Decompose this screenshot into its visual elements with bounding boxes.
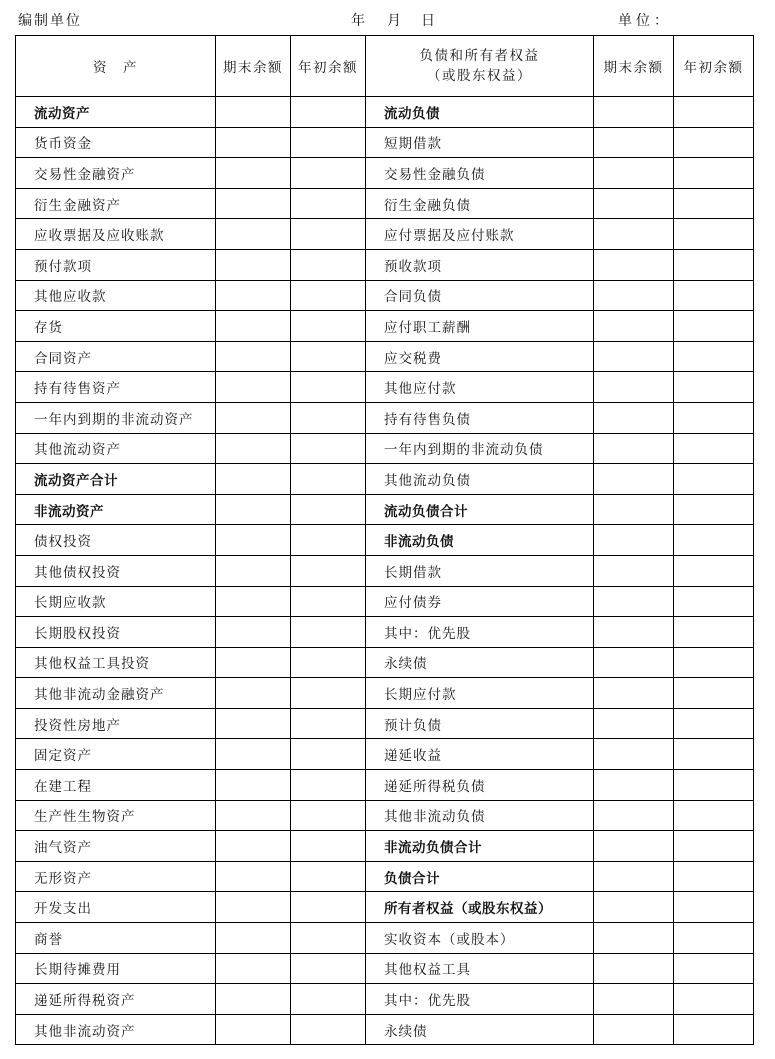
- asset-year-begin-cell[interactable]: [291, 861, 366, 892]
- liability-year-begin-cell[interactable]: [674, 127, 754, 158]
- liability-year-begin-cell[interactable]: [674, 188, 754, 219]
- asset-item-label: 货币资金: [16, 127, 216, 158]
- asset-period-end-cell[interactable]: [216, 433, 291, 464]
- asset-period-end-cell[interactable]: [216, 923, 291, 954]
- liability-year-begin-cell[interactable]: [674, 800, 754, 831]
- table-body: [16, 97, 754, 1045]
- liability-year-begin-cell[interactable]: [674, 984, 754, 1015]
- balance-sheet-table: [15, 35, 754, 1045]
- asset-item-label: 油气资产: [16, 831, 216, 862]
- liability-year-begin-cell[interactable]: [674, 617, 754, 648]
- liability-period-end-cell[interactable]: [594, 433, 674, 464]
- asset-item-label: 长期股权投资: [16, 617, 216, 648]
- asset-item-label: 在建工程: [16, 770, 216, 801]
- asset-year-begin-cell[interactable]: [291, 739, 366, 770]
- asset-period-end-cell[interactable]: [216, 188, 291, 219]
- table-row: [16, 800, 754, 831]
- liability-period-end-cell[interactable]: [594, 249, 674, 280]
- liability-period-end-cell[interactable]: [594, 402, 674, 433]
- asset-period-end-cell[interactable]: [216, 127, 291, 158]
- asset-period-end-cell[interactable]: [216, 953, 291, 984]
- liability-item-label: 递延所得税负债: [366, 770, 594, 801]
- asset-year-begin-cell[interactable]: [291, 158, 366, 189]
- liability-item-label: 其中：优先股: [366, 617, 594, 648]
- liability-period-end-cell[interactable]: [594, 341, 674, 372]
- col-header-year-begin-2: 年初余额: [674, 36, 754, 97]
- liability-period-end-cell[interactable]: [594, 372, 674, 403]
- col-header-period-end-2: 期末余额: [594, 36, 674, 97]
- liability-period-end-cell[interactable]: [594, 678, 674, 709]
- table-row: [16, 861, 754, 892]
- asset-item-label: 持有待售资产: [16, 372, 216, 403]
- table-row: [16, 188, 754, 219]
- unit-label: 单位：: [618, 13, 672, 29]
- liability-year-begin-cell[interactable]: [674, 647, 754, 678]
- liability-period-end-cell[interactable]: [594, 586, 674, 617]
- table-row: [16, 892, 754, 923]
- liability-year-begin-cell[interactable]: [674, 249, 754, 280]
- table-row: [16, 464, 754, 495]
- table-row: [16, 97, 754, 128]
- asset-item-label: 衍生金融资产: [16, 188, 216, 219]
- year-label: 年: [351, 13, 366, 29]
- liability-year-begin-cell[interactable]: [674, 158, 754, 189]
- asset-item-label: 流动资产合计: [16, 464, 216, 495]
- table-row: [16, 739, 754, 770]
- liability-year-begin-cell[interactable]: [674, 892, 754, 923]
- liability-item-label: 其中：优先股: [366, 984, 594, 1015]
- liability-item-label: 非流动负债: [366, 525, 594, 556]
- liability-item-label: 短期借款: [366, 127, 594, 158]
- table-row: [16, 586, 754, 617]
- liability-year-begin-cell[interactable]: [674, 402, 754, 433]
- liability-period-end-cell[interactable]: [594, 831, 674, 862]
- table-row: [16, 311, 754, 342]
- table-row: [16, 341, 754, 372]
- asset-year-begin-cell[interactable]: [291, 341, 366, 372]
- asset-item-label: 其他应收款: [16, 280, 216, 311]
- liability-year-begin-cell[interactable]: [674, 494, 754, 525]
- asset-period-end-cell[interactable]: [216, 97, 291, 128]
- liability-item-label: 其他应付款: [366, 372, 594, 403]
- asset-year-begin-cell[interactable]: [291, 402, 366, 433]
- liability-item-label: 负债合计: [366, 861, 594, 892]
- col-header-liabilities-equity: [366, 36, 594, 97]
- table-row: [16, 647, 754, 678]
- asset-year-begin-cell[interactable]: [291, 280, 366, 311]
- asset-period-end-cell[interactable]: [216, 1014, 291, 1045]
- table-row: [16, 770, 754, 801]
- liability-item-label: 应交税费: [366, 341, 594, 372]
- asset-item-label: 生产性生物资产: [16, 800, 216, 831]
- liability-item-label: 合同负债: [366, 280, 594, 311]
- liability-period-end-cell[interactable]: [594, 494, 674, 525]
- liability-year-begin-cell[interactable]: [674, 831, 754, 862]
- liability-year-begin-cell[interactable]: [674, 280, 754, 311]
- liability-period-end-cell[interactable]: [594, 1014, 674, 1045]
- asset-item-label: 开发支出: [16, 892, 216, 923]
- liability-year-begin-cell[interactable]: [674, 341, 754, 372]
- asset-item-label: 商誉: [16, 923, 216, 954]
- asset-item-label: 存货: [16, 311, 216, 342]
- liability-year-begin-cell[interactable]: [674, 739, 754, 770]
- table-row: [16, 158, 754, 189]
- liability-item-label: 预计负债: [366, 708, 594, 739]
- liability-period-end-cell[interactable]: [594, 188, 674, 219]
- table-row: [16, 249, 754, 280]
- liability-item-label: 其他权益工具: [366, 953, 594, 984]
- asset-period-end-cell[interactable]: [216, 158, 291, 189]
- table-row: [16, 555, 754, 586]
- liability-year-begin-cell[interactable]: [674, 219, 754, 250]
- liability-period-end-cell[interactable]: [594, 739, 674, 770]
- table-row: [16, 219, 754, 250]
- asset-period-end-cell[interactable]: [216, 984, 291, 1015]
- asset-item-label: 长期待摊费用: [16, 953, 216, 984]
- org-label: 编制单位: [18, 13, 82, 29]
- asset-period-end-cell[interactable]: [216, 464, 291, 495]
- asset-year-begin-cell[interactable]: [291, 586, 366, 617]
- asset-year-begin-cell[interactable]: [291, 525, 366, 556]
- liability-item-label: 递延收益: [366, 739, 594, 770]
- liability-year-begin-cell[interactable]: [674, 311, 754, 342]
- asset-item-label: 无形资产: [16, 861, 216, 892]
- liability-period-end-cell[interactable]: [594, 97, 674, 128]
- col-header-assets: 资 产: [16, 36, 216, 97]
- col-header-liab-line1: 负债和所有者权益: [419, 48, 540, 64]
- liability-period-end-cell[interactable]: [594, 311, 674, 342]
- table-row: [16, 678, 754, 709]
- asset-period-end-cell[interactable]: [216, 586, 291, 617]
- table-row: [16, 617, 754, 648]
- month-label: 月: [387, 13, 402, 29]
- asset-item-label: 其他非流动金融资产: [16, 678, 216, 709]
- asset-period-end-cell[interactable]: [216, 861, 291, 892]
- table-row: [16, 923, 754, 954]
- liability-item-label: 长期借款: [366, 555, 594, 586]
- asset-period-end-cell[interactable]: [216, 525, 291, 556]
- asset-item-label: 合同资产: [16, 341, 216, 372]
- liability-item-label: 交易性金融负债: [366, 158, 594, 189]
- liability-item-label: 其他流动负债: [366, 464, 594, 495]
- liability-item-label: 持有待售负债: [366, 402, 594, 433]
- table-row: [16, 494, 754, 525]
- table-header-row: [16, 36, 754, 97]
- liability-item-label: 应付职工薪酬: [366, 311, 594, 342]
- asset-year-begin-cell[interactable]: [291, 188, 366, 219]
- liability-period-end-cell[interactable]: [594, 770, 674, 801]
- asset-item-label: 其他非流动资产: [16, 1014, 216, 1045]
- asset-year-begin-cell[interactable]: [291, 97, 366, 128]
- table-row: [16, 127, 754, 158]
- table-row: [16, 402, 754, 433]
- asset-year-begin-cell[interactable]: [291, 464, 366, 495]
- liability-year-begin-cell[interactable]: [674, 923, 754, 954]
- liability-item-label: 应付债券: [366, 586, 594, 617]
- asset-period-end-cell[interactable]: [216, 770, 291, 801]
- asset-year-begin-cell[interactable]: [291, 831, 366, 862]
- asset-item-label: 其他债权投资: [16, 555, 216, 586]
- asset-item-label: 预付款项: [16, 249, 216, 280]
- asset-year-begin-cell[interactable]: [291, 770, 366, 801]
- liability-item-label: 非流动负债合计: [366, 831, 594, 862]
- liability-period-end-cell[interactable]: [594, 219, 674, 250]
- asset-year-begin-cell[interactable]: [291, 708, 366, 739]
- asset-year-begin-cell[interactable]: [291, 372, 366, 403]
- asset-year-begin-cell[interactable]: [291, 433, 366, 464]
- asset-period-end-cell[interactable]: [216, 800, 291, 831]
- asset-year-begin-cell[interactable]: [291, 647, 366, 678]
- liability-year-begin-cell[interactable]: [674, 708, 754, 739]
- day-label: 日: [421, 13, 436, 29]
- table-row: [16, 525, 754, 556]
- asset-year-begin-cell[interactable]: [291, 984, 366, 1015]
- col-header-year-begin: 年初余额: [291, 36, 366, 97]
- asset-period-end-cell[interactable]: [216, 249, 291, 280]
- table-row: [16, 433, 754, 464]
- asset-item-label: 其他流动资产: [16, 433, 216, 464]
- liability-period-end-cell[interactable]: [594, 800, 674, 831]
- liability-item-label: 一年内到期的非流动负债: [366, 433, 594, 464]
- liability-year-begin-cell[interactable]: [674, 953, 754, 984]
- asset-year-begin-cell[interactable]: [291, 953, 366, 984]
- asset-item-label: 非流动资产: [16, 494, 216, 525]
- liability-year-begin-cell[interactable]: [674, 525, 754, 556]
- asset-period-end-cell[interactable]: [216, 831, 291, 862]
- asset-item-label: 其他权益工具投资: [16, 647, 216, 678]
- table-row: [16, 831, 754, 862]
- liability-item-label: 预收款项: [366, 249, 594, 280]
- asset-period-end-cell[interactable]: [216, 892, 291, 923]
- liability-period-end-cell[interactable]: [594, 708, 674, 739]
- col-header-period-end: 期末余额: [216, 36, 291, 97]
- asset-year-begin-cell[interactable]: [291, 127, 366, 158]
- table-row: [16, 280, 754, 311]
- liability-item-label: 所有者权益（或股东权益）: [366, 892, 594, 923]
- liability-item-label: 永续债: [366, 1014, 594, 1045]
- liability-year-begin-cell[interactable]: [674, 678, 754, 709]
- liability-period-end-cell[interactable]: [594, 525, 674, 556]
- liability-item-label: 应付票据及应付账款: [366, 219, 594, 250]
- asset-year-begin-cell[interactable]: [291, 311, 366, 342]
- liability-period-end-cell[interactable]: [594, 617, 674, 648]
- liability-year-begin-cell[interactable]: [674, 433, 754, 464]
- col-header-liab-line2: （或股东权益）: [427, 68, 532, 84]
- asset-year-begin-cell[interactable]: [291, 800, 366, 831]
- asset-item-label: 递延所得税资产: [16, 984, 216, 1015]
- table-row: [16, 953, 754, 984]
- asset-year-begin-cell[interactable]: [291, 1014, 366, 1045]
- table-row: [16, 708, 754, 739]
- asset-item-label: 固定资产: [16, 739, 216, 770]
- asset-period-end-cell[interactable]: [216, 678, 291, 709]
- asset-period-end-cell[interactable]: [216, 739, 291, 770]
- asset-item-label: 债权投资: [16, 525, 216, 556]
- liability-item-label: 流动负债: [366, 97, 594, 128]
- asset-year-begin-cell[interactable]: [291, 555, 366, 586]
- liability-item-label: 长期应付款: [366, 678, 594, 709]
- asset-period-end-cell[interactable]: [216, 708, 291, 739]
- asset-item-label: 应收票据及应收账款: [16, 219, 216, 250]
- asset-year-begin-cell[interactable]: [291, 923, 366, 954]
- liability-year-begin-cell[interactable]: [674, 464, 754, 495]
- asset-period-end-cell[interactable]: [216, 372, 291, 403]
- liability-period-end-cell[interactable]: [594, 923, 674, 954]
- asset-year-begin-cell[interactable]: [291, 249, 366, 280]
- asset-item-label: 投资性房地产: [16, 708, 216, 739]
- asset-period-end-cell[interactable]: [216, 617, 291, 648]
- asset-item-label: 一年内到期的非流动资产: [16, 402, 216, 433]
- asset-year-begin-cell[interactable]: [291, 494, 366, 525]
- liability-year-begin-cell[interactable]: [674, 372, 754, 403]
- liability-period-end-cell[interactable]: [594, 280, 674, 311]
- liability-year-begin-cell[interactable]: [674, 586, 754, 617]
- asset-period-end-cell[interactable]: [216, 219, 291, 250]
- liability-period-end-cell[interactable]: [594, 892, 674, 923]
- asset-year-begin-cell[interactable]: [291, 678, 366, 709]
- asset-period-end-cell[interactable]: [216, 555, 291, 586]
- liability-year-begin-cell[interactable]: [674, 861, 754, 892]
- liability-period-end-cell[interactable]: [594, 647, 674, 678]
- asset-year-begin-cell[interactable]: [291, 219, 366, 250]
- asset-period-end-cell[interactable]: [216, 280, 291, 311]
- liability-item-label: 衍生金融负债: [366, 188, 594, 219]
- asset-year-begin-cell[interactable]: [291, 617, 366, 648]
- liability-period-end-cell[interactable]: [594, 127, 674, 158]
- liability-item-label: 其他非流动负债: [366, 800, 594, 831]
- asset-period-end-cell[interactable]: [216, 402, 291, 433]
- asset-year-begin-cell[interactable]: [291, 892, 366, 923]
- liability-year-begin-cell[interactable]: [674, 555, 754, 586]
- asset-period-end-cell[interactable]: [216, 311, 291, 342]
- liability-period-end-cell[interactable]: [594, 158, 674, 189]
- liability-period-end-cell[interactable]: [594, 555, 674, 586]
- liability-year-begin-cell[interactable]: [674, 1014, 754, 1045]
- liability-period-end-cell[interactable]: [594, 464, 674, 495]
- liability-item-label: 永续债: [366, 647, 594, 678]
- asset-item-label: 交易性金融资产: [16, 158, 216, 189]
- asset-period-end-cell[interactable]: [216, 341, 291, 372]
- liability-period-end-cell[interactable]: [594, 861, 674, 892]
- table-row: [16, 984, 754, 1015]
- form-header: [18, 8, 753, 32]
- liability-period-end-cell[interactable]: [594, 953, 674, 984]
- liability-item-label: 流动负债合计: [366, 494, 594, 525]
- table-row: [16, 1014, 754, 1045]
- liability-period-end-cell[interactable]: [594, 984, 674, 1015]
- asset-period-end-cell[interactable]: [216, 647, 291, 678]
- liability-item-label: 实收资本（或股本）: [366, 923, 594, 954]
- table-row: [16, 372, 754, 403]
- asset-item-label: 流动资产: [16, 97, 216, 128]
- liability-year-begin-cell[interactable]: [674, 770, 754, 801]
- asset-item-label: 长期应收款: [16, 586, 216, 617]
- liability-year-begin-cell[interactable]: [674, 97, 754, 128]
- asset-period-end-cell[interactable]: [216, 494, 291, 525]
